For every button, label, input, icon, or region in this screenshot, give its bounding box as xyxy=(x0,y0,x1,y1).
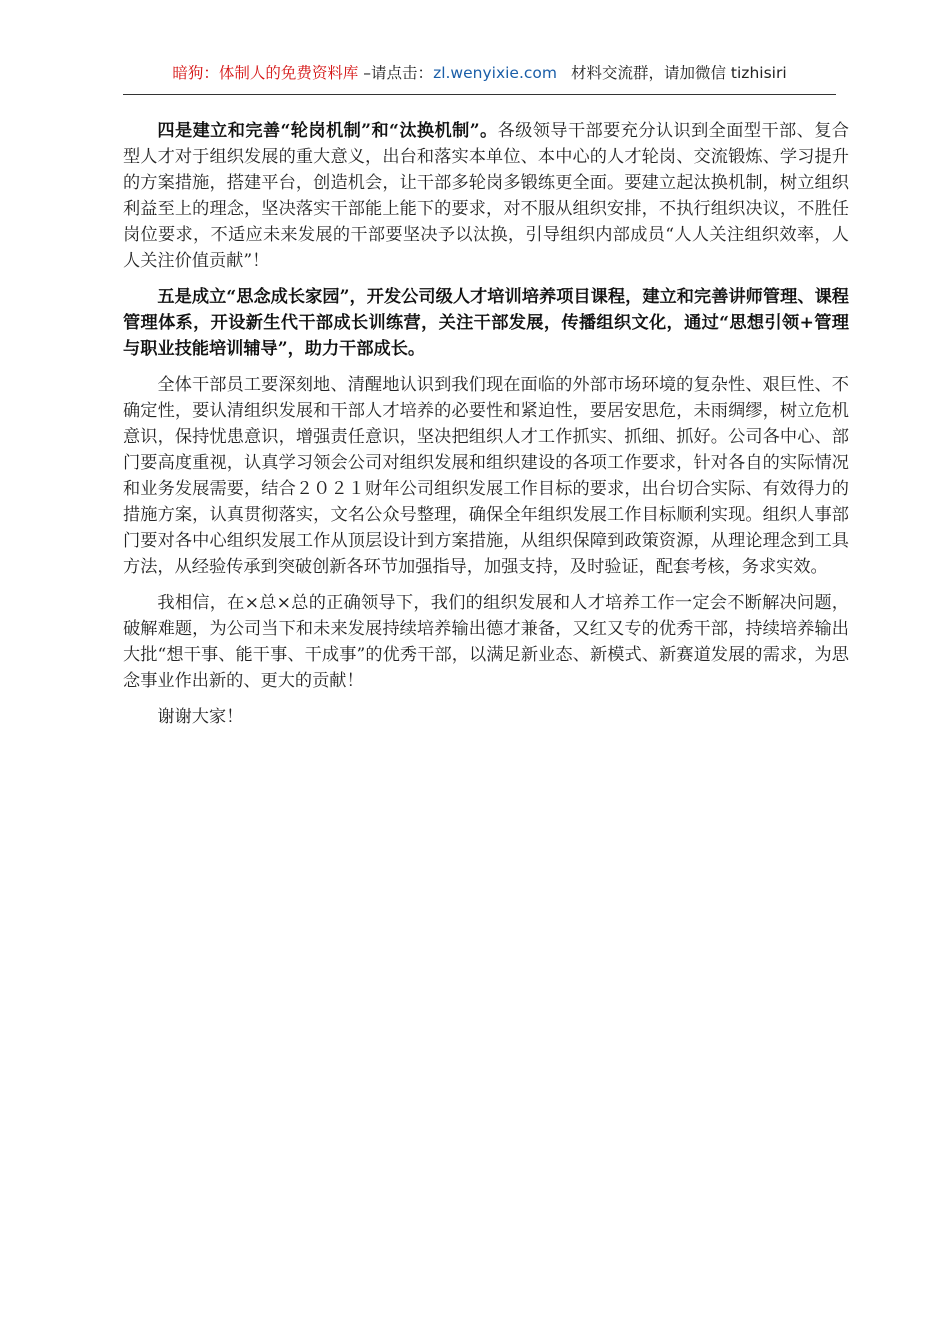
paragraph-all-staff: 全体干部员工要深刻地、清醒地认识到我们现在面临的外部市场环境的复杂性、艰巨性、不确定性，要认清组织发展和干部人才培养的必要性和紧迫性，要居安思危，未雨绸缪，树立危机意识，保持忧患意识，增强责任意识，坚决把组织人才工作抓实、抓细、抓好。公司各中心、部门要高度重视，认真学习领会公司对组织发展和组织建设的各项工作要求，针对各自的实际情况和业务发展需要，结合２０２１财年公司组织发展工作目标的要求，出台切合实际、有效得力的措施方案，认真贯彻落实，文名公众号整理，确保全年组织发展工作目标顺利实现。组织人事部门要对各中心组织发展工作从顶层设计到方案措施，从组织保障到政策资源，从理论理念到工具方法，从经验传承到突破创新各环节加强指导，加强支持，及时验证，配套考核，务求实效。 xyxy=(123,375,849,577)
header-click-prefix: –请点击： xyxy=(358,64,434,82)
paragraph-rotation-mechanism xyxy=(123,118,849,274)
header-wechat-note: 材料交流群，请加微信 tizhisiri xyxy=(571,64,787,82)
page-header xyxy=(123,60,836,95)
header-brand: 暗狗：体制人的免费资料库 xyxy=(172,64,359,82)
document-body xyxy=(123,118,849,740)
header-site-link[interactable]: zl.wenyixie.com xyxy=(433,64,557,82)
paragraph-text: 各级领导干部要充分认识到全面型干部、复合型人才对于组织发展的重大意义，出台和落实本单位、本中心的人才轮岗、交流锻炼、学习提升的方案措施，搭建平台，创造机会，让干部多轮岗多锻练更全面。要建立起汰换机制，树立组织利益至上的理念，坚决落实干部能上能下的要求，对不服从组织安排，不执行组织决议，不胜任岗位要求，不适应未来发展的干部要坚决予以汰换，引导组织内部成员“人人关注组织效率，人人关注价值贡献”！ xyxy=(123,121,849,271)
paragraph-growth-home: 五是成立“思念成长家园”，开发公司级人才培训培养项目课程，建立和完善讲师管理、课程管理体系，开设新生代干部成长训练营，关注干部发展，传播组织文化，通过“思想引领+管理与职业技能培训辅导”，助力干部成长。 xyxy=(123,287,849,359)
paragraph-thanks: 谢谢大家！ xyxy=(157,707,244,727)
paragraph-belief: 我相信，在×总×总的正确领导下，我们的组织发展和人才培养工作一定会不断解决问题，破解难题，为公司当下和未来发展持续培养输出德才兼备，又红又专的优秀干部，持续培养输出大批“想干事、能干事、干成事”的优秀干部，以满足新业态、新模式、新赛道发展的需求，为思念事业作出新的、更大的贡献！ xyxy=(123,593,849,691)
paragraph-lead: 四是建立和完善“轮岗机制”和“汰换机制”。 xyxy=(157,121,498,141)
